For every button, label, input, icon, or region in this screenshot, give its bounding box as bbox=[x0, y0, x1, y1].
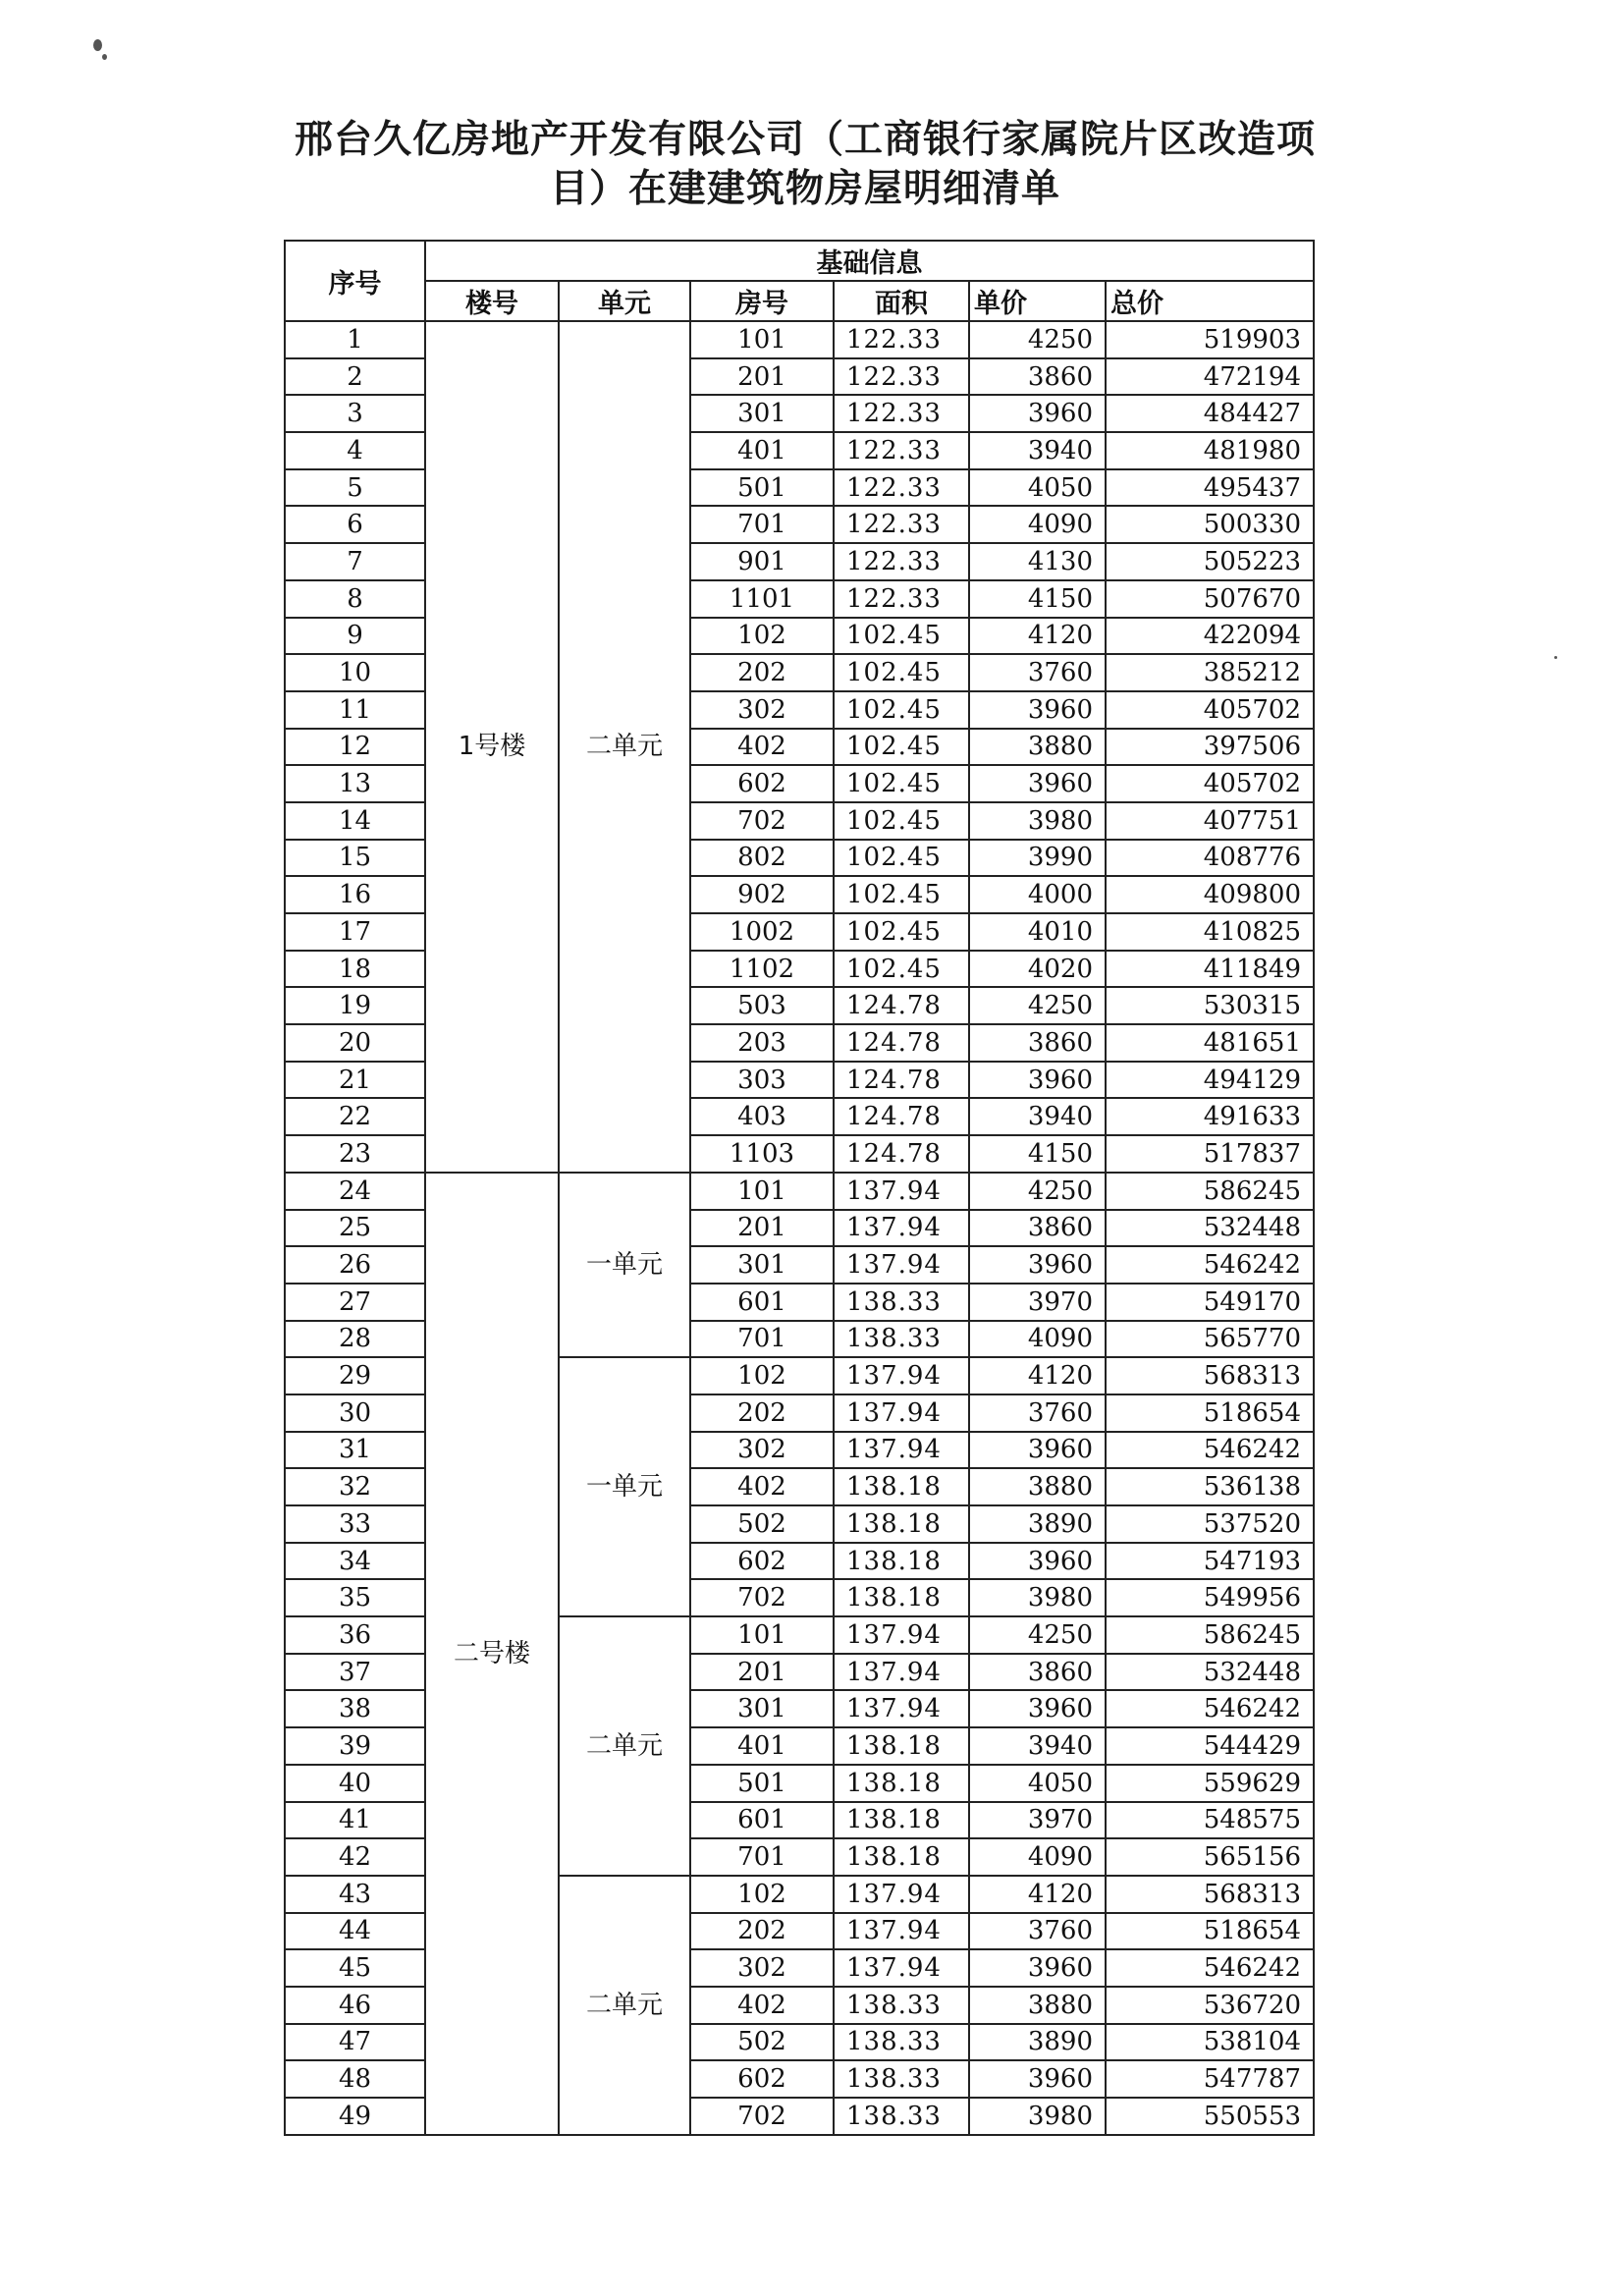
cell-price: 3960 bbox=[969, 1062, 1106, 1099]
cell-area: 138.18 bbox=[834, 1468, 969, 1505]
cell-price: 3880 bbox=[969, 1987, 1106, 2024]
header-basic-info: 基础信息 bbox=[425, 241, 1314, 281]
cell-seq: 4 bbox=[285, 432, 425, 469]
cell-total: 411849 bbox=[1106, 951, 1314, 988]
cell-room: 702 bbox=[690, 2098, 834, 2135]
cell-price: 3970 bbox=[969, 1284, 1106, 1321]
cell-area: 102.45 bbox=[834, 876, 969, 913]
cell-seq: 13 bbox=[285, 765, 425, 802]
cell-room: 402 bbox=[690, 729, 834, 766]
cell-total: 507670 bbox=[1106, 580, 1314, 618]
cell-room: 101 bbox=[690, 1616, 834, 1654]
cell-area: 138.33 bbox=[834, 2060, 969, 2098]
header-price: 单价 bbox=[969, 281, 1106, 321]
cell-area: 137.94 bbox=[834, 1949, 969, 1987]
cell-seq: 35 bbox=[285, 1579, 425, 1616]
cell-seq: 44 bbox=[285, 1913, 425, 1950]
cell-area: 137.94 bbox=[834, 1246, 969, 1284]
cell-price: 3860 bbox=[969, 1210, 1106, 1247]
cell-total: 537520 bbox=[1106, 1505, 1314, 1543]
cell-seq: 47 bbox=[285, 2024, 425, 2061]
cell-seq: 45 bbox=[285, 1949, 425, 1987]
cell-price: 3890 bbox=[969, 1505, 1106, 1543]
cell-total: 408776 bbox=[1106, 840, 1314, 877]
cell-price: 3970 bbox=[969, 1802, 1106, 1839]
cell-seq: 32 bbox=[285, 1468, 425, 1505]
cell-area: 122.33 bbox=[834, 580, 969, 618]
cell-price: 3940 bbox=[969, 1098, 1106, 1135]
cell-room: 1101 bbox=[690, 580, 834, 618]
cell-seq: 40 bbox=[285, 1765, 425, 1802]
cell-area: 124.78 bbox=[834, 1135, 969, 1173]
cell-total: 586245 bbox=[1106, 1173, 1314, 1210]
cell-total: 491633 bbox=[1106, 1098, 1314, 1135]
cell-area: 137.94 bbox=[834, 1357, 969, 1394]
cell-area: 122.33 bbox=[834, 321, 969, 358]
cell-seq: 33 bbox=[285, 1505, 425, 1543]
header-unit: 单元 bbox=[559, 281, 690, 321]
cell-room: 602 bbox=[690, 1543, 834, 1580]
cell-unit: 二单元 bbox=[559, 321, 690, 1173]
cell-seq: 16 bbox=[285, 876, 425, 913]
cell-total: 549956 bbox=[1106, 1579, 1314, 1616]
cell-total: 422094 bbox=[1106, 618, 1314, 655]
cell-area: 137.94 bbox=[834, 1616, 969, 1654]
cell-seq: 7 bbox=[285, 543, 425, 580]
cell-seq: 11 bbox=[285, 691, 425, 729]
cell-area: 138.18 bbox=[834, 1765, 969, 1802]
cell-area: 122.33 bbox=[834, 543, 969, 580]
cell-price: 4120 bbox=[969, 618, 1106, 655]
cell-seq: 34 bbox=[285, 1543, 425, 1580]
cell-area: 124.78 bbox=[834, 1024, 969, 1062]
cell-room: 201 bbox=[690, 1654, 834, 1691]
cell-area: 138.33 bbox=[834, 2024, 969, 2061]
cell-seq: 12 bbox=[285, 729, 425, 766]
cell-room: 602 bbox=[690, 2060, 834, 2098]
cell-area: 138.33 bbox=[834, 1321, 969, 1358]
cell-total: 519903 bbox=[1106, 321, 1314, 358]
cell-room: 302 bbox=[690, 691, 834, 729]
cell-room: 501 bbox=[690, 469, 834, 507]
cell-total: 538104 bbox=[1106, 2024, 1314, 2061]
cell-price: 4250 bbox=[969, 987, 1106, 1024]
cell-price: 3980 bbox=[969, 802, 1106, 840]
cell-seq: 28 bbox=[285, 1321, 425, 1358]
cell-area: 122.33 bbox=[834, 469, 969, 507]
cell-seq: 1 bbox=[285, 321, 425, 358]
cell-seq: 19 bbox=[285, 987, 425, 1024]
cell-seq: 42 bbox=[285, 1838, 425, 1876]
cell-room: 1103 bbox=[690, 1135, 834, 1173]
scan-speck bbox=[1554, 656, 1557, 659]
cell-price: 4120 bbox=[969, 1357, 1106, 1394]
cell-area: 138.33 bbox=[834, 1987, 969, 2024]
cell-price: 4090 bbox=[969, 1838, 1106, 1876]
cell-total: 546242 bbox=[1106, 1690, 1314, 1727]
cell-area: 137.94 bbox=[834, 1210, 969, 1247]
cell-room: 102 bbox=[690, 618, 834, 655]
cell-room: 203 bbox=[690, 1024, 834, 1062]
cell-seq: 21 bbox=[285, 1062, 425, 1099]
cell-room: 401 bbox=[690, 1727, 834, 1765]
cell-price: 4150 bbox=[969, 1135, 1106, 1173]
cell-room: 202 bbox=[690, 1913, 834, 1950]
cell-total: 405702 bbox=[1106, 765, 1314, 802]
cell-seq: 5 bbox=[285, 469, 425, 507]
cell-price: 4050 bbox=[969, 469, 1106, 507]
cell-room: 101 bbox=[690, 1173, 834, 1210]
cell-total: 536138 bbox=[1106, 1468, 1314, 1505]
cell-seq: 37 bbox=[285, 1654, 425, 1691]
cell-total: 559629 bbox=[1106, 1765, 1314, 1802]
cell-room: 102 bbox=[690, 1357, 834, 1394]
cell-seq: 26 bbox=[285, 1246, 425, 1284]
cell-price: 3960 bbox=[969, 1432, 1106, 1469]
cell-room: 701 bbox=[690, 1838, 834, 1876]
cell-seq: 43 bbox=[285, 1876, 425, 1913]
cell-seq: 10 bbox=[285, 654, 425, 691]
cell-seq: 8 bbox=[285, 580, 425, 618]
cell-total: 548575 bbox=[1106, 1802, 1314, 1839]
cell-total: 546242 bbox=[1106, 1432, 1314, 1469]
cell-area: 137.94 bbox=[834, 1654, 969, 1691]
cell-seq: 9 bbox=[285, 618, 425, 655]
cell-room: 1102 bbox=[690, 951, 834, 988]
cell-room: 301 bbox=[690, 1246, 834, 1284]
cell-area: 122.33 bbox=[834, 432, 969, 469]
cell-total: 568313 bbox=[1106, 1357, 1314, 1394]
table-row bbox=[285, 1173, 1314, 1210]
cell-room: 402 bbox=[690, 1468, 834, 1505]
table-body bbox=[285, 321, 1314, 2135]
cell-total: 495437 bbox=[1106, 469, 1314, 507]
cell-building: 二号楼 bbox=[425, 1173, 559, 2135]
cell-room: 201 bbox=[690, 358, 834, 396]
cell-room: 302 bbox=[690, 1949, 834, 1987]
cell-price: 4130 bbox=[969, 543, 1106, 580]
cell-area: 137.94 bbox=[834, 1913, 969, 1950]
cell-total: 532448 bbox=[1106, 1210, 1314, 1247]
cell-price: 4090 bbox=[969, 506, 1106, 543]
cell-price: 3760 bbox=[969, 1913, 1106, 1950]
cell-area: 137.94 bbox=[834, 1432, 969, 1469]
cell-total: 397506 bbox=[1106, 729, 1314, 766]
cell-room: 502 bbox=[690, 1505, 834, 1543]
cell-room: 602 bbox=[690, 765, 834, 802]
cell-area: 122.33 bbox=[834, 395, 969, 432]
cell-area: 124.78 bbox=[834, 1098, 969, 1135]
cell-area: 124.78 bbox=[834, 1062, 969, 1099]
cell-price: 3860 bbox=[969, 1024, 1106, 1062]
page-title bbox=[295, 116, 1325, 214]
cell-seq: 36 bbox=[285, 1616, 425, 1654]
cell-room: 1002 bbox=[690, 913, 834, 951]
cell-price: 3860 bbox=[969, 358, 1106, 396]
cell-area: 138.18 bbox=[834, 1838, 969, 1876]
cell-total: 484427 bbox=[1106, 395, 1314, 432]
cell-area: 122.33 bbox=[834, 358, 969, 396]
title-line-2: 目）在建建筑物房屋明细清单 bbox=[550, 167, 1061, 211]
cell-price: 3760 bbox=[969, 654, 1106, 691]
cell-seq: 30 bbox=[285, 1394, 425, 1432]
cell-total: 494129 bbox=[1106, 1062, 1314, 1099]
header-row-1 bbox=[285, 241, 1314, 281]
cell-room: 303 bbox=[690, 1062, 834, 1099]
table-header bbox=[285, 241, 1314, 321]
cell-room: 503 bbox=[690, 987, 834, 1024]
cell-total: 565156 bbox=[1106, 1838, 1314, 1876]
cell-seq: 22 bbox=[285, 1098, 425, 1135]
cell-area: 137.94 bbox=[834, 1173, 969, 1210]
cell-price: 4120 bbox=[969, 1876, 1106, 1913]
cell-total: 536720 bbox=[1106, 1987, 1314, 2024]
cell-area: 102.45 bbox=[834, 765, 969, 802]
cell-total: 550553 bbox=[1106, 2098, 1314, 2135]
cell-area: 124.78 bbox=[834, 987, 969, 1024]
cell-price: 4250 bbox=[969, 1173, 1106, 1210]
cell-room: 401 bbox=[690, 432, 834, 469]
cell-price: 3960 bbox=[969, 1543, 1106, 1580]
cell-price: 3960 bbox=[969, 1690, 1106, 1727]
cell-seq: 2 bbox=[285, 358, 425, 396]
cell-room: 601 bbox=[690, 1802, 834, 1839]
cell-price: 3990 bbox=[969, 840, 1106, 877]
cell-total: 481651 bbox=[1106, 1024, 1314, 1062]
cell-price: 3960 bbox=[969, 1246, 1106, 1284]
scan-speck bbox=[102, 54, 107, 60]
cell-total: 586245 bbox=[1106, 1616, 1314, 1654]
cell-total: 549170 bbox=[1106, 1284, 1314, 1321]
header-room: 房号 bbox=[690, 281, 834, 321]
header-total: 总价 bbox=[1106, 281, 1314, 321]
cell-room: 402 bbox=[690, 1987, 834, 2024]
cell-area: 102.45 bbox=[834, 618, 969, 655]
cell-price: 3960 bbox=[969, 1949, 1106, 1987]
cell-room: 202 bbox=[690, 654, 834, 691]
cell-area: 138.33 bbox=[834, 1284, 969, 1321]
cell-total: 518654 bbox=[1106, 1913, 1314, 1950]
table-row bbox=[285, 321, 1314, 358]
cell-seq: 46 bbox=[285, 1987, 425, 2024]
cell-area: 138.18 bbox=[834, 1543, 969, 1580]
cell-building: 1号楼 bbox=[425, 321, 559, 1173]
housing-detail-table bbox=[284, 240, 1315, 2136]
cell-price: 3960 bbox=[969, 395, 1106, 432]
cell-seq: 38 bbox=[285, 1690, 425, 1727]
cell-unit: 二单元 bbox=[559, 1616, 690, 1876]
scan-speck bbox=[93, 39, 102, 51]
cell-total: 568313 bbox=[1106, 1876, 1314, 1913]
cell-total: 530315 bbox=[1106, 987, 1314, 1024]
cell-room: 102 bbox=[690, 1876, 834, 1913]
cell-price: 3890 bbox=[969, 2024, 1106, 2061]
cell-total: 405702 bbox=[1106, 691, 1314, 729]
cell-price: 4010 bbox=[969, 913, 1106, 951]
cell-total: 500330 bbox=[1106, 506, 1314, 543]
cell-price: 4250 bbox=[969, 1616, 1106, 1654]
cell-area: 138.18 bbox=[834, 1505, 969, 1543]
cell-price: 3960 bbox=[969, 765, 1106, 802]
cell-area: 102.45 bbox=[834, 802, 969, 840]
cell-total: 547787 bbox=[1106, 2060, 1314, 2098]
cell-area: 102.45 bbox=[834, 913, 969, 951]
cell-area: 102.45 bbox=[834, 729, 969, 766]
cell-seq: 27 bbox=[285, 1284, 425, 1321]
cell-price: 3860 bbox=[969, 1654, 1106, 1691]
cell-total: 472194 bbox=[1106, 358, 1314, 396]
cell-unit: 一单元 bbox=[559, 1173, 690, 1357]
cell-room: 701 bbox=[690, 1321, 834, 1358]
cell-seq: 20 bbox=[285, 1024, 425, 1062]
cell-room: 702 bbox=[690, 1579, 834, 1616]
cell-room: 101 bbox=[690, 321, 834, 358]
cell-seq: 25 bbox=[285, 1210, 425, 1247]
header-seq: 序号 bbox=[285, 241, 425, 321]
cell-room: 601 bbox=[690, 1284, 834, 1321]
cell-unit: 一单元 bbox=[559, 1357, 690, 1616]
cell-total: 518654 bbox=[1106, 1394, 1314, 1432]
cell-room: 302 bbox=[690, 1432, 834, 1469]
cell-price: 4020 bbox=[969, 951, 1106, 988]
cell-price: 4090 bbox=[969, 1321, 1106, 1358]
cell-total: 409800 bbox=[1106, 876, 1314, 913]
cell-price: 3940 bbox=[969, 1727, 1106, 1765]
cell-area: 138.18 bbox=[834, 1802, 969, 1839]
cell-seq: 23 bbox=[285, 1135, 425, 1173]
cell-area: 138.18 bbox=[834, 1727, 969, 1765]
cell-area: 138.18 bbox=[834, 1579, 969, 1616]
cell-area: 138.33 bbox=[834, 2098, 969, 2135]
cell-price: 3980 bbox=[969, 1579, 1106, 1616]
cell-total: 385212 bbox=[1106, 654, 1314, 691]
cell-room: 902 bbox=[690, 876, 834, 913]
cell-price: 4000 bbox=[969, 876, 1106, 913]
cell-seq: 24 bbox=[285, 1173, 425, 1210]
cell-seq: 17 bbox=[285, 913, 425, 951]
cell-total: 505223 bbox=[1106, 543, 1314, 580]
cell-price: 3960 bbox=[969, 2060, 1106, 2098]
cell-total: 544429 bbox=[1106, 1727, 1314, 1765]
cell-room: 201 bbox=[690, 1210, 834, 1247]
cell-total: 547193 bbox=[1106, 1543, 1314, 1580]
cell-area: 122.33 bbox=[834, 506, 969, 543]
cell-seq: 3 bbox=[285, 395, 425, 432]
cell-area: 102.45 bbox=[834, 691, 969, 729]
cell-unit: 二单元 bbox=[559, 1876, 690, 2135]
cell-seq: 29 bbox=[285, 1357, 425, 1394]
cell-seq: 15 bbox=[285, 840, 425, 877]
cell-room: 502 bbox=[690, 2024, 834, 2061]
header-building: 楼号 bbox=[425, 281, 559, 321]
cell-total: 407751 bbox=[1106, 802, 1314, 840]
cell-room: 901 bbox=[690, 543, 834, 580]
cell-total: 546242 bbox=[1106, 1246, 1314, 1284]
cell-price: 3880 bbox=[969, 729, 1106, 766]
cell-seq: 48 bbox=[285, 2060, 425, 2098]
cell-price: 4050 bbox=[969, 1765, 1106, 1802]
cell-room: 702 bbox=[690, 802, 834, 840]
cell-seq: 49 bbox=[285, 2098, 425, 2135]
cell-room: 202 bbox=[690, 1394, 834, 1432]
cell-seq: 6 bbox=[285, 506, 425, 543]
cell-seq: 39 bbox=[285, 1727, 425, 1765]
cell-price: 4150 bbox=[969, 580, 1106, 618]
cell-total: 517837 bbox=[1106, 1135, 1314, 1173]
cell-total: 481980 bbox=[1106, 432, 1314, 469]
cell-price: 3960 bbox=[969, 691, 1106, 729]
cell-price: 3980 bbox=[969, 2098, 1106, 2135]
cell-room: 701 bbox=[690, 506, 834, 543]
cell-room: 301 bbox=[690, 395, 834, 432]
header-row-2 bbox=[285, 281, 1314, 321]
cell-area: 102.45 bbox=[834, 951, 969, 988]
title-line-1: 邢台久亿房地产开发有限公司（工商银行家属院片区改造项 bbox=[295, 118, 1317, 162]
cell-total: 532448 bbox=[1106, 1654, 1314, 1691]
cell-total: 565770 bbox=[1106, 1321, 1314, 1358]
cell-price: 4250 bbox=[969, 321, 1106, 358]
cell-area: 102.45 bbox=[834, 840, 969, 877]
cell-area: 102.45 bbox=[834, 654, 969, 691]
cell-area: 137.94 bbox=[834, 1690, 969, 1727]
cell-area: 137.94 bbox=[834, 1876, 969, 1913]
cell-room: 403 bbox=[690, 1098, 834, 1135]
cell-room: 802 bbox=[690, 840, 834, 877]
cell-room: 501 bbox=[690, 1765, 834, 1802]
cell-price: 3880 bbox=[969, 1468, 1106, 1505]
cell-room: 301 bbox=[690, 1690, 834, 1727]
cell-total: 546242 bbox=[1106, 1949, 1314, 1987]
cell-price: 3760 bbox=[969, 1394, 1106, 1432]
cell-seq: 18 bbox=[285, 951, 425, 988]
header-area: 面积 bbox=[834, 281, 969, 321]
cell-seq: 41 bbox=[285, 1802, 425, 1839]
cell-seq: 31 bbox=[285, 1432, 425, 1469]
cell-price: 3940 bbox=[969, 432, 1106, 469]
cell-total: 410825 bbox=[1106, 913, 1314, 951]
cell-seq: 14 bbox=[285, 802, 425, 840]
cell-area: 137.94 bbox=[834, 1394, 969, 1432]
